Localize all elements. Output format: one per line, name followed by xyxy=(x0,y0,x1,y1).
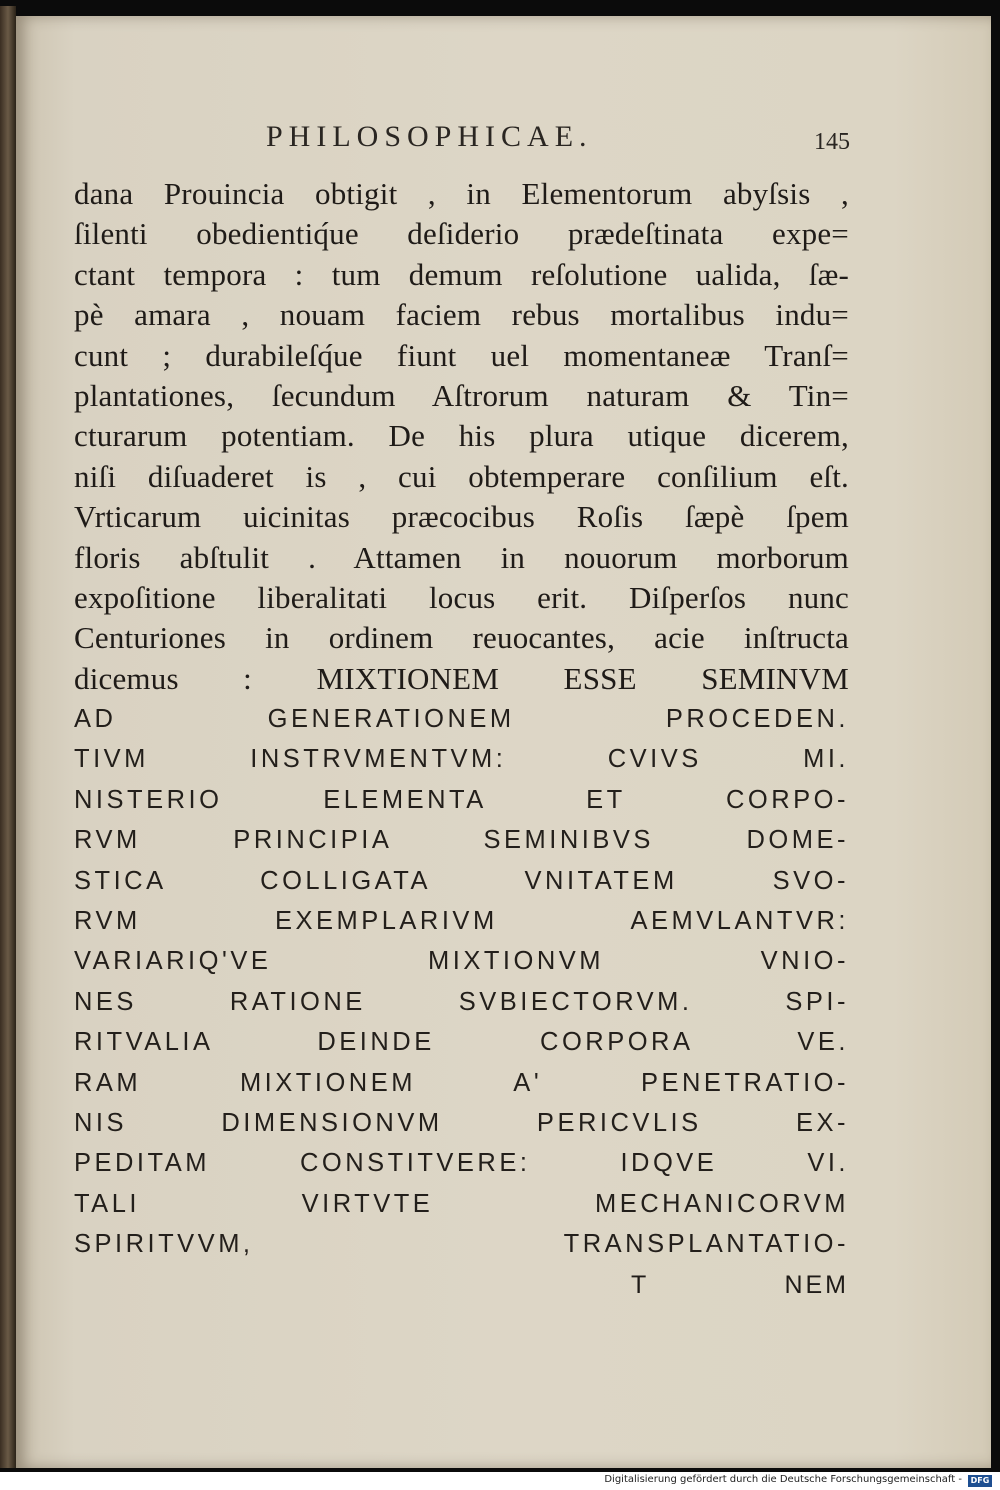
running-head: PHILOSOPHICAE. xyxy=(266,120,593,153)
page-number: 145 xyxy=(814,129,850,155)
funding-credit: Digitalisierung gefördert durch die Deutsche Forschungsgemeinschaft - xyxy=(604,1474,962,1485)
dfg-logo: DFG xyxy=(968,1475,992,1487)
text-line: RAM MIXTIONEM A' PENETRATIO- xyxy=(74,1068,849,1097)
text-line: dicemus : MIXTIONEM ESSE SEMINVM xyxy=(74,660,849,696)
text-line: dana Prouincia obtigit , in Elementorum abyſsis , xyxy=(74,176,849,211)
book-page xyxy=(16,16,991,1468)
text-line: PEDITAM CONSTITVERE: IDQVE VI. xyxy=(74,1149,849,1178)
text-line: RITVALIA DEINDE CORPORA VE. xyxy=(74,1028,849,1057)
text-line: plantationes, ſecundum Aſtrorum naturam & Tin= xyxy=(74,377,849,413)
text-line: SPIRITVVM, TRANSPLANTATIO- xyxy=(74,1230,849,1259)
text-line: cunt ; durabileſq́ue fiunt uel momentaneæ Tranſ= xyxy=(74,337,849,373)
catchword-line xyxy=(74,1265,849,1305)
text-line: expoſitione liberalitati locus erit. Diſperſos nunc xyxy=(74,579,849,615)
text-line: TALI VIRTVTE MECHANICORVM xyxy=(74,1189,849,1218)
text-line: cturarum potentiam. De his plura utique dicerem, xyxy=(74,418,849,454)
text-line: AD GENERATIONEM PROCEDEN. xyxy=(74,705,849,734)
text-line: NES RATIONE SVBIECTORVM. SPI- xyxy=(74,987,849,1016)
text-line: VARIARIQ'VE MIXTIONVM VNIO- xyxy=(74,947,849,976)
book-page-edge xyxy=(0,6,16,1468)
catchword: NEM xyxy=(784,1270,849,1299)
text-line: NIS DIMENSIONVM PERICVLIS EX- xyxy=(74,1108,849,1137)
text-line: floris abſtulit . Attamen in nouorum morborum xyxy=(74,539,849,575)
text-line: niſi diſuaderet is , cui obtemperare conſilium eſt. xyxy=(74,458,849,494)
text-line: ctant tempora : tum demum reſolutione ualida, ſæ- xyxy=(74,256,849,292)
text-line: pè amara , nouam faciem rebus mortalibus indu= xyxy=(74,297,849,333)
footer-bar xyxy=(0,1472,1000,1490)
text-line: STICA COLLIGATA VNITATEM SVO- xyxy=(74,866,849,895)
text-line: Vrticarum uicinitas præcocibus Roſis ſæpè ſpem xyxy=(74,499,849,535)
text-line: TIVM INSTRVMENTVM: CVIVS MI. xyxy=(74,745,849,774)
text-line: NISTERIO ELEMENTA ET CORPO- xyxy=(74,785,849,814)
signature-mark: T xyxy=(631,1270,650,1299)
text-line: RVM EXEMPLARIVM AEMVLANTVR: xyxy=(74,907,849,936)
text-line: Centuriones in ordinem reuocantes, acie inſtructa xyxy=(74,620,849,656)
body-text xyxy=(74,174,849,1305)
text-line: ſilenti obedientiq́ue deſiderio prædeſtinata expe= xyxy=(74,216,849,252)
text-line: RVM PRINCIPIA SEMINIBVS DOME- xyxy=(74,826,849,855)
